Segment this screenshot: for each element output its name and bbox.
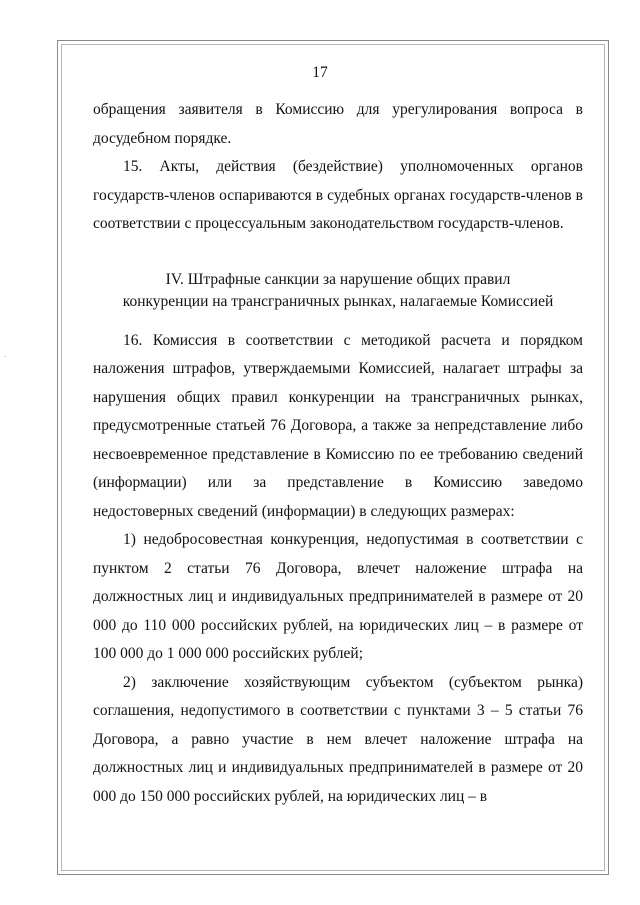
paragraph-14-continuation: обращения заявителя в Комиссию для урегулирования вопроса в досудебном порядке. (93, 101, 583, 147)
paragraph-16: 16. Комиссия в соответствии с методикой расчета и порядком наложения штрафов, утверждаемыми Комиссией, налагает штрафы за нарушения общих правил конкуренции на трансграничных рынках, предусмотренные статьей 76 Договора, а также за непредставление либо несвоевременное представление в Комиссию по ее требованию сведений (информации) или за представление в Комиссию заведомо недостоверных сведений (информации) в следующих размерах: (93, 331, 583, 520)
margin-mark: . (4, 350, 6, 359)
page-number: 17 (312, 64, 328, 81)
document-body (93, 96, 583, 811)
section-heading-line-1: IV. Штрафные санкции за нарушение общих правил (165, 270, 511, 288)
section-heading (93, 269, 583, 313)
section-heading-line-2: конкуренции на трансграничных рынках, налагаемые Комиссией (122, 292, 554, 310)
list-item-1: 1) недобросовестная конкуренция, недопустимая в соответствии с пунктом 2 статьи 76 Договора, влечет наложение штрафа на должностных лиц и индивидуальных предпринимателей в размере от 20 000 до 110 000 российских рублей, на юридических лиц – в размере от 100 000 до 1 000 000 российских рублей; (93, 531, 583, 662)
list-item-2: 2) заключение хозяйствующим субъектом (субъектом рынка) соглашения, недопустимого в соответствии с пунктами 3 – 5 статьи 76 Договора, а равно участие в нем влечет наложение штрафа на должностных лиц и индивидуальных предпринимателей в размере от 20 000 до 150 000 российских рублей, на юридических лиц – в (93, 673, 583, 805)
paragraph-15: 15. Акты, действия (бездействие) уполномоченных органов государств-членов оспариваются в судебных органах государств-членов в соответствии с процессуальным законодательством государств-членов. (93, 158, 583, 232)
